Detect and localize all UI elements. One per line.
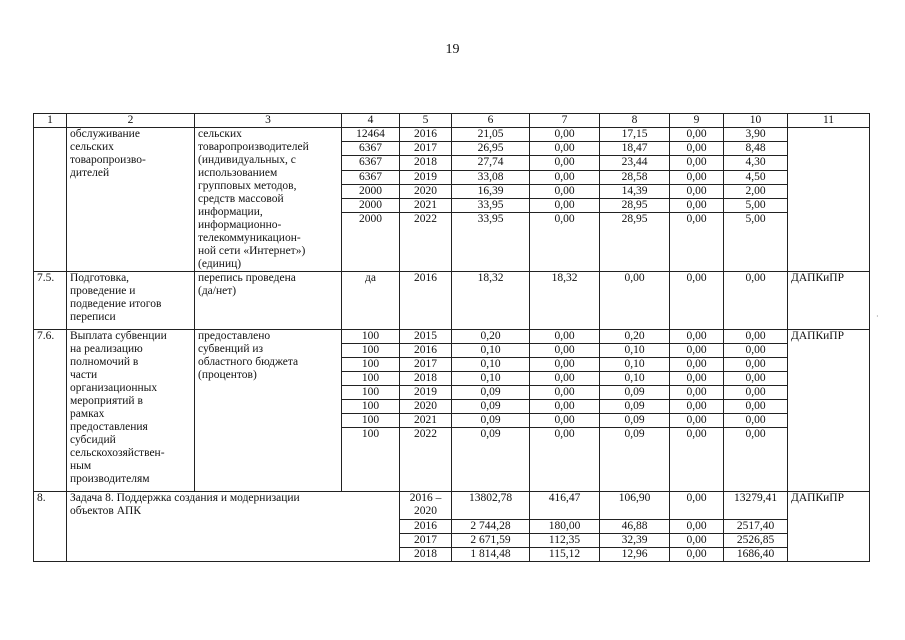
task-title-cell [67,492,400,562]
value-cell: 100 [342,358,400,372]
column-number: 4 [342,114,400,128]
value-cell: 0,00 [530,358,600,372]
value-cell: 0,00 [724,272,788,330]
value-cell: 0,00 [670,170,724,184]
value-cell: 2017 [400,142,452,156]
table-row-7-5 [34,272,870,330]
period-cell [400,492,452,520]
indicator-cell-line: (процентов) [198,369,257,381]
value-cell: 0,00 [530,213,600,272]
column-number: 7 [530,114,600,128]
budget-table [33,113,870,562]
value-cell: 3,90 [724,128,788,142]
value-cell: 100 [342,372,400,386]
value-cell: 23,44 [600,156,670,170]
column-number: 1 [34,114,67,128]
measure-name-cell-line: сельских [70,141,114,153]
value-cell: 2021 [400,414,452,428]
value-cell: 2000 [342,184,400,198]
column-number: 11 [788,114,870,128]
value-cell: 0,00 [670,520,724,534]
value-cell: 0,00 [670,372,724,386]
table-row [34,128,870,142]
value-cell: 2019 [400,170,452,184]
value-cell: 0,10 [452,372,530,386]
value-cell: 0,00 [670,142,724,156]
value-cell: 2017 [400,534,452,548]
value-cell: 0,00 [724,386,788,400]
value-cell: 6367 [342,142,400,156]
value-cell: 0,00 [530,428,600,492]
value-cell: 0,00 [530,344,600,358]
indicator-cell-line: средств массовой [198,193,284,205]
value-cell: 100 [342,428,400,492]
value-cell: 0,10 [600,344,670,358]
value-cell: 0,09 [600,428,670,492]
value-cell: 0,00 [530,372,600,386]
column-number: 6 [452,114,530,128]
value-cell: 0,09 [452,428,530,492]
value-cell: 0,00 [530,170,600,184]
column-number: 10 [724,114,788,128]
value-cell: 0,10 [452,344,530,358]
value-cell: 17,15 [600,128,670,142]
value-cell: 0,00 [670,386,724,400]
value-cell: 16,39 [452,184,530,198]
value-cell: 100 [342,344,400,358]
value-cell: 0,00 [724,414,788,428]
measure-name-cell-line: проведение и [70,285,136,297]
value-cell: 2016 [400,128,452,142]
indicator-cell-line: областного бюджета [198,356,299,368]
measure-name-cell-line: ным [70,460,92,472]
value-cell: 21,05 [452,128,530,142]
indicator-cell-line: сельских [198,128,242,140]
column-number: 2 [67,114,195,128]
value-cell: 0,00 [530,184,600,198]
value-cell: 4,30 [724,156,788,170]
indicator-cell-line: предоставлено [198,330,271,342]
page-number: 19 [445,42,460,57]
indicator-cell-line: (индивидуальных, с [198,154,296,166]
indicator-cell [195,330,342,492]
measure-name-cell-line: мероприятий в [70,395,143,407]
value-cell: 0,00 [670,198,724,212]
indicator-cell-line: информационно- [198,219,282,231]
value-cell: 0,00 [670,534,724,548]
period-cell-line: 2020 [414,505,437,517]
value-cell: 180,00 [530,520,600,534]
value-cell: 0,00 [670,184,724,198]
value-cell: 28,95 [600,213,670,272]
value-cell: 2020 [400,184,452,198]
value-cell: 5,00 [724,198,788,212]
indicator-cell-line: телекоммуникацион- [198,232,301,244]
value-cell: 8,48 [724,142,788,156]
executor-cell: ДАПКиПР [788,272,870,330]
value-cell: 2000 [342,198,400,212]
value-cell: 33,95 [452,198,530,212]
value-cell: 100 [342,400,400,414]
indicator-cell-line: использованием [198,167,278,179]
value-cell: 0,00 [530,414,600,428]
budget-table-wrap [33,113,870,562]
period-cell-line: 2016 – [409,492,442,504]
value-cell: 6367 [342,156,400,170]
value-cell: 2015 [400,330,452,344]
value-cell: 0,00 [530,400,600,414]
value-cell: 0,00 [670,428,724,492]
value-cell: 0,00 [670,492,724,520]
value-cell: 0,09 [600,400,670,414]
value-cell: 0,00 [670,128,724,142]
measure-name-cell-line: рамках [70,408,105,420]
value-cell: 0,00 [670,400,724,414]
value-cell: 0,00 [670,344,724,358]
value-cell: 26,95 [452,142,530,156]
margin-mark: · [876,312,879,321]
value-cell: 13279,41 [724,492,788,520]
executor-cell [788,128,870,272]
value-cell: 2018 [400,156,452,170]
value-cell: 6367 [342,170,400,184]
column-number: 9 [670,114,724,128]
row-number-cell: 7.6. [34,330,67,492]
measure-name-cell-line: предоставления [70,421,148,433]
indicator-cell-line: (единиц) [198,258,242,270]
measure-name-cell-line: субсидий [70,434,116,446]
value-cell: 2,00 [724,184,788,198]
value-cell: 14,39 [600,184,670,198]
row-number-cell: 7.5. [34,272,67,330]
value-cell: 0,00 [670,548,724,562]
column-number: 8 [600,114,670,128]
value-cell: 0,00 [670,213,724,272]
executor-cell: ДАПКиПР [788,330,870,492]
measure-name-cell-line: переписи [70,311,116,323]
value-cell: 2517,40 [724,520,788,534]
value-cell: 0,00 [530,386,600,400]
value-cell: 416,47 [530,492,600,520]
indicator-cell [195,272,342,330]
measure-name-cell-line: обслуживание [70,128,140,140]
measure-name-cell-line: на реализацию [70,343,143,355]
value-cell: 2016 [400,344,452,358]
measure-name-cell-line: части [70,369,98,381]
table-row-7-6 [34,330,870,344]
value-cell: 28,58 [600,170,670,184]
value-cell: 2 744,28 [452,520,530,534]
value-cell: 2 671,59 [452,534,530,548]
measure-name-cell [67,272,195,330]
value-cell: 115,12 [530,548,600,562]
value-cell: 12464 [342,128,400,142]
value-cell: 18,47 [600,142,670,156]
indicator-cell-line: перепись проведена [198,272,296,284]
value-cell: 0,00 [724,344,788,358]
value-cell: 0,20 [600,330,670,344]
value-cell: 0,20 [452,330,530,344]
value-cell: 0,09 [600,386,670,400]
value-cell: 0,00 [530,198,600,212]
value-cell: 100 [342,330,400,344]
value-cell: 0,00 [724,372,788,386]
value-cell: 0,10 [600,358,670,372]
header-row [34,114,870,128]
value-cell: 1 814,48 [452,548,530,562]
indicator-cell-line: информации, [198,206,263,218]
value-cell: 2018 [400,372,452,386]
measure-name-cell [67,128,195,272]
value-cell: 2017 [400,358,452,372]
value-cell: 112,35 [530,534,600,548]
value-cell: да [342,272,400,330]
value-cell: 0,00 [670,330,724,344]
value-cell: 33,08 [452,170,530,184]
value-cell: 27,74 [452,156,530,170]
measure-name-cell-line: полномочий в [70,356,139,368]
value-cell: 0,09 [600,414,670,428]
indicator-cell-line: групповых методов, [198,180,297,192]
value-cell: 0,00 [530,330,600,344]
value-cell: 0,09 [452,414,530,428]
value-cell: 0,00 [600,272,670,330]
measure-name-cell-line: Выплата субвенции [70,330,167,342]
value-cell: 2020 [400,400,452,414]
measure-name-cell-line: Подготовка, [70,272,130,284]
indicator-cell-line: субвенций из [198,343,264,355]
value-cell: 0,00 [724,428,788,492]
value-cell: 106,90 [600,492,670,520]
value-cell: 2022 [400,428,452,492]
value-cell: 0,00 [530,156,600,170]
value-cell: 0,10 [452,358,530,372]
value-cell: 28,95 [600,198,670,212]
value-cell: 4,50 [724,170,788,184]
value-cell: 2526,85 [724,534,788,548]
measure-name-cell-line: производителям [70,473,150,485]
value-cell: 1686,40 [724,548,788,562]
value-cell: 0,09 [452,400,530,414]
value-cell: 2000 [342,213,400,272]
value-cell: 0,00 [530,142,600,156]
value-cell: 2016 [400,272,452,330]
value-cell: 0,10 [600,372,670,386]
value-cell: 0,00 [724,358,788,372]
value-cell: 0,00 [670,414,724,428]
indicator-cell-line: товаропроизводителей [198,141,309,153]
measure-name-cell-line: сельскохозяйствен- [70,447,165,459]
value-cell: 0,09 [452,386,530,400]
value-cell: 2019 [400,386,452,400]
value-cell: 100 [342,386,400,400]
value-cell: 33,95 [452,213,530,272]
indicator-cell-line: ной сети «Интернет») [198,245,306,257]
value-cell: 18,32 [452,272,530,330]
row-number-cell: 8. [34,492,67,562]
value-cell: 2016 [400,520,452,534]
indicator-cell [195,128,342,272]
measure-name-cell-line: подведение итогов [70,298,162,310]
value-cell: 0,00 [670,358,724,372]
value-cell: 2018 [400,548,452,562]
value-cell: 32,39 [600,534,670,548]
measure-name-cell [67,330,195,492]
value-cell: 18,32 [530,272,600,330]
task-title-cell-line: объектов АПК [70,505,142,517]
value-cell: 46,88 [600,520,670,534]
table-row-8 [34,492,870,520]
value-cell: 0,00 [670,272,724,330]
value-cell: 0,00 [724,400,788,414]
column-number: 3 [195,114,342,128]
value-cell: 5,00 [724,213,788,272]
value-cell: 13802,78 [452,492,530,520]
value-cell: 0,00 [724,330,788,344]
measure-name-cell-line: товаропроизво- [70,154,146,166]
value-cell: 12,96 [600,548,670,562]
executor-cell: ДАПКиПР [788,492,870,562]
task-title-cell-line: Задача 8. Поддержка создания и модернизации [70,492,300,504]
value-cell: 0,00 [530,128,600,142]
value-cell: 100 [342,414,400,428]
measure-name-cell-line: дителей [70,167,110,179]
row-number-cell [34,128,67,272]
value-cell: 2022 [400,213,452,272]
value-cell: 2021 [400,198,452,212]
indicator-cell-line: (да/нет) [198,285,237,297]
column-number: 5 [400,114,452,128]
value-cell: 0,00 [670,156,724,170]
measure-name-cell-line: организационных [70,382,158,394]
